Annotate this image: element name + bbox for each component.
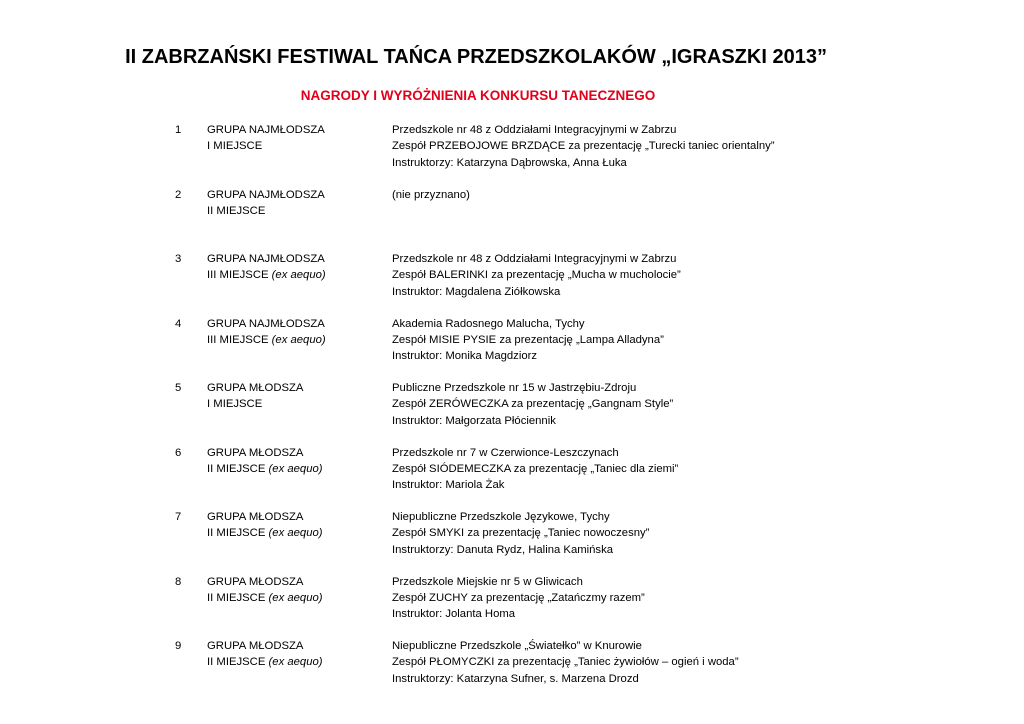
entry-group: GRUPA NAJMŁODSZA: [207, 188, 325, 201]
entry-place: I MIEJSCE: [207, 398, 263, 411]
entry-description-line: Instruktor: Magdalena Ziółkowska: [392, 285, 561, 298]
entry-place: I MIEJSCE: [207, 140, 263, 153]
entry-category: [207, 187, 387, 220]
entry-place-line: [207, 525, 387, 541]
entry-group: GRUPA NAJMŁODSZA: [207, 317, 325, 330]
entry-exaequo: (ex aequo): [268, 591, 323, 604]
entry-place-line: [207, 332, 387, 348]
entry-description: [392, 445, 952, 494]
entry-description: [392, 380, 952, 429]
entry-description-line: Zespół ZUCHY za prezentację „Zatańczmy razem”: [392, 591, 645, 604]
entry-place: II MIEJSCE: [207, 656, 266, 669]
entry-description-line: Zespół PŁOMYCZKI za prezentację „Taniec żywiołów – ogień i woda”: [392, 656, 739, 669]
entry-category: [207, 574, 387, 607]
entry-place-line: [207, 203, 387, 219]
entry-description: [392, 638, 952, 687]
entry-place: II MIEJSCE: [207, 591, 266, 604]
entry-description-line: Publiczne Przedszkole nr 15 w Jastrzębiu-Zdroju: [392, 382, 637, 394]
entry-description: [392, 574, 952, 623]
entry-group: GRUPA MŁODSZA: [207, 511, 304, 523]
entry-description-line: Zespół SIÓDEMECZKA za prezentację „Taniec dla ziemi”: [392, 462, 679, 475]
entry-description-line: Przedszkole nr 48 z Oddziałami Integracyjnymi w Zabrzu: [392, 253, 677, 265]
entry-place-line: [207, 461, 387, 477]
entry-description-line: Instruktor: Małgorzata Płóciennik: [392, 414, 556, 427]
entry-description-line: Instruktor: Mariola Żak: [392, 479, 505, 492]
entry-place-line: [207, 267, 387, 283]
entry-group: GRUPA NAJMŁODSZA: [207, 253, 325, 265]
award-entry: [0, 380, 1024, 445]
entry-group: GRUPA MŁODSZA: [207, 640, 304, 652]
document-title: II ZABRZAŃSKI FESTIWAL TAŃCA PRZEDSZKOLAKÓW „IGRASZKI 2013”: [125, 46, 827, 68]
award-entry: [0, 509, 1024, 574]
entry-description-line: Instruktor: Monika Magdziorz: [392, 350, 538, 363]
award-entry: [0, 122, 1024, 187]
awards-list: [0, 122, 1024, 703]
entry-number: 1: [175, 124, 182, 136]
entry-place-line: [207, 654, 387, 670]
document-subtitle: NAGRODY I WYRÓŻNIENIA KONKURSU TANECZNEGO: [300, 88, 656, 103]
entry-number: 4: [175, 317, 182, 330]
entry-description: [392, 122, 952, 171]
entry-place: II MIEJSCE: [207, 527, 266, 540]
entry-description-line: Przedszkole nr 48 z Oddziałami Integracyjnymi w Zabrzu: [392, 124, 677, 136]
entry-number: 3: [175, 253, 182, 265]
entry-exaequo: (ex aequo): [268, 462, 323, 475]
award-entry: [0, 251, 1024, 316]
entry-category: [207, 509, 387, 542]
award-entry: [0, 316, 1024, 381]
entry-description-line: Niepubliczne Przedszkole „Światełko” w Knurowie: [392, 640, 642, 652]
entry-description-line: Instruktor: Jolanta Homa: [392, 608, 516, 621]
entry-place: II MIEJSCE: [207, 462, 266, 475]
entry-number: 6: [175, 446, 182, 459]
entry-category: [207, 380, 387, 413]
entry-group: GRUPA MŁODSZA: [207, 382, 304, 394]
entry-description: [392, 187, 952, 236]
entry-category: [207, 251, 387, 284]
entry-exaequo: (ex aequo): [271, 269, 326, 282]
award-entry: [0, 445, 1024, 510]
entry-category: [207, 445, 387, 478]
entry-description: [392, 251, 952, 300]
entry-place-line: [207, 138, 387, 154]
entry-exaequo: (ex aequo): [268, 527, 323, 540]
entry-description-line: Instruktorzy: Katarzyna Dąbrowska, Anna Łuka: [392, 156, 627, 169]
entry-exaequo: (ex aequo): [271, 333, 326, 346]
entry-group: GRUPA NAJMŁODSZA: [207, 124, 325, 136]
entry-number: 5: [175, 382, 182, 394]
entry-place-line: [207, 396, 387, 412]
entry-description-line: Niepubliczne Przedszkole Językowe, Tychy: [392, 511, 610, 523]
entry-place: III MIEJSCE: [207, 333, 269, 346]
entry-description-line: (nie przyznano): [392, 188, 470, 201]
award-entry: [0, 638, 1024, 703]
entry-description-line: [392, 219, 952, 235]
entry-description: [392, 316, 952, 365]
entry-group: GRUPA MŁODSZA: [207, 446, 304, 459]
entry-number: 7: [175, 511, 182, 523]
entry-number: 9: [175, 640, 182, 652]
entry-description-line: Instruktorzy: Danuta Rydz, Halina Kamińska: [392, 543, 614, 556]
entry-place: II MIEJSCE: [207, 204, 266, 217]
entry-place: III MIEJSCE: [207, 269, 269, 282]
award-entry: [0, 187, 1024, 252]
award-entry: [0, 574, 1024, 639]
entry-description-line: Zespół ZERÓWECZKA za prezentację „Gangnam Style”: [392, 398, 674, 411]
entry-category: [207, 122, 387, 155]
entry-group: GRUPA MŁODSZA: [207, 575, 304, 588]
entry-category: [207, 638, 387, 671]
entry-description-line: Zespół PRZEBOJOWE BRZDĄCE za prezentację „Turecki taniec orientalny”: [392, 140, 775, 153]
entry-description-line: Przedszkole nr 7 w Czerwionce-Leszczynach: [392, 446, 619, 459]
entry-number: 2: [175, 188, 182, 201]
entry-description-line: Zespół BALERINKI za prezentację „Mucha w mucholocie”: [392, 269, 681, 282]
entry-description-line: Instruktorzy: Katarzyna Sufner, s. Marzena Drozd: [392, 672, 639, 685]
entry-number: 8: [175, 575, 182, 588]
entry-description-line: Zespół MISIE PYSIE za prezentację „Lampa Alladyna”: [392, 333, 664, 346]
entry-description-line: [392, 203, 952, 219]
entry-description-line: Zespół SMYKI za prezentację „Taniec nowoczesny”: [392, 527, 650, 540]
entry-place-line: [207, 590, 387, 606]
entry-description-line: Akademia Radosnego Malucha, Tychy: [392, 317, 585, 330]
entry-description-line: Przedszkole Miejskie nr 5 w Gliwicach: [392, 575, 583, 588]
entry-exaequo: (ex aequo): [268, 656, 323, 669]
entry-category: [207, 316, 387, 349]
entry-description: [392, 509, 952, 558]
